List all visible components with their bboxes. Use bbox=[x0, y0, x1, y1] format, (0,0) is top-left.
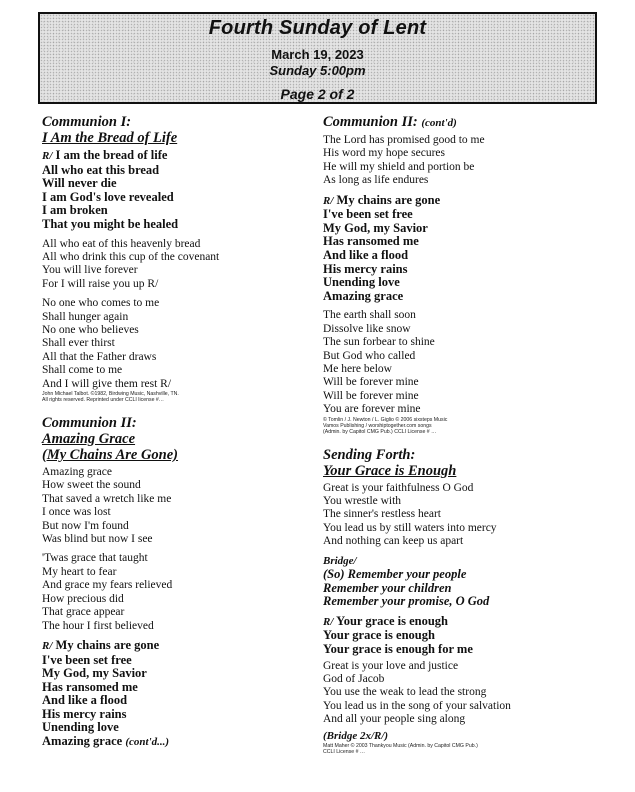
refrain-line: I am God's love revealed bbox=[42, 189, 174, 204]
verse-line: How precious did bbox=[42, 592, 124, 605]
copyright-note: (Admin. by Capitol CMG Pub.) CCLI License # … bbox=[323, 428, 437, 435]
refrain-line: Has ransomed me bbox=[42, 679, 138, 694]
verse-line: All who drink this cup of the covenant bbox=[42, 250, 220, 263]
verse-line: Great is your faithfulness O God bbox=[323, 481, 474, 494]
verse-line: And I will give them rest R/ bbox=[42, 377, 172, 390]
verse-line: God of Jacob bbox=[323, 673, 385, 686]
verse-line: You will live forever bbox=[42, 264, 138, 277]
copyright-note: All rights reserved. Reprinted under CCLI license #… bbox=[42, 397, 164, 404]
verse-line: All that the Father draws bbox=[42, 350, 157, 363]
verse-line: And nothing can keep us apart bbox=[323, 535, 464, 548]
refrain-line: Has ransomed me bbox=[323, 234, 419, 249]
bridge-label: Bridge/ bbox=[323, 554, 357, 567]
refrain-line: R/ My chains are gone bbox=[323, 192, 441, 207]
verse-line: As long as life endures bbox=[323, 174, 429, 187]
refrain-line: R/ Your grace is enough bbox=[323, 613, 449, 628]
page-title: Fourth Sunday of Lent bbox=[208, 17, 427, 39]
verse-line: Shall come to me bbox=[42, 364, 123, 377]
verse-line: For I will raise you up R/ bbox=[42, 277, 159, 290]
refrain-line: R/ I am the bread of life bbox=[42, 148, 168, 162]
verse-line: Shall hunger again bbox=[42, 310, 129, 323]
verse-line: How sweet the sound bbox=[42, 479, 141, 492]
refrain-line: That you might be healed bbox=[42, 216, 179, 231]
song-title: Your Grace is Enough bbox=[323, 462, 457, 479]
verse-line: That saved a wretch like me bbox=[42, 492, 172, 505]
song-title: I Am the Bread of Life bbox=[42, 130, 178, 146]
copyright-note: Matt Maher © 2003 Thankyou Music (Admin. by Capitol CMG Pub.) bbox=[323, 743, 478, 750]
continued-note: (cont'd...) bbox=[125, 736, 170, 749]
section-heading: Communion II: bbox=[42, 415, 137, 432]
verse-line: Me here below bbox=[323, 363, 392, 375]
refrain-line: All who eat this bread bbox=[42, 162, 160, 177]
refrain-line: And like a flood bbox=[323, 248, 409, 262]
section-heading: Communion II: (cont'd) bbox=[323, 114, 457, 130]
verse-line: The sun forbear to shine bbox=[323, 336, 435, 349]
end-instruction: (Bridge 2x/R/) bbox=[323, 729, 389, 742]
verse-line: But God who called bbox=[323, 349, 416, 362]
refrain-line: I've been set free bbox=[323, 207, 413, 222]
verse-line: You wrestle with bbox=[323, 495, 402, 508]
copyright-note: Vamos Publishing / worshiptogether.com songs bbox=[323, 422, 432, 429]
verse-line: You lead us by still waters into mercy bbox=[323, 521, 497, 534]
verse-line: You are forever mine bbox=[323, 403, 421, 416]
copyright-note: © Tomlin / J. Newton / L. Giglio © 2006 sixsteps Music bbox=[323, 416, 448, 423]
refrain-line: I am broken bbox=[42, 203, 108, 218]
refrain-line: Unending love bbox=[323, 275, 400, 290]
song-title: Amazing Grace bbox=[42, 431, 136, 448]
verse-line: I once was lost bbox=[42, 506, 111, 519]
verse-line: No one who comes to me bbox=[42, 297, 160, 310]
refrain-line: Amazing grace (cont'd...) bbox=[42, 734, 170, 749]
verse-line: Will be forever mine bbox=[323, 376, 419, 389]
verse-line: 'Twas grace that taught bbox=[42, 552, 148, 565]
verse-line: And all your people sing along bbox=[323, 713, 466, 726]
refrain-line: My God, my Savior bbox=[323, 220, 428, 235]
verse-line: You use the weak to lead the strong bbox=[323, 686, 487, 699]
section-heading: Sending Forth: bbox=[323, 446, 416, 463]
right-column bbox=[323, 114, 613, 755]
verse-line: Dissolve like snow bbox=[323, 322, 411, 335]
bridge-line: Remember your children bbox=[323, 580, 452, 595]
song-subtitle: (My Chains Are Gone) bbox=[42, 447, 179, 464]
bridge-line: Remember your promise, O God bbox=[323, 594, 490, 609]
verse-line: The hour I first believed bbox=[42, 619, 154, 632]
refrain-line: Unending love bbox=[42, 720, 119, 735]
refrain-line: Your grace is enough bbox=[323, 628, 435, 643]
verse-line: All who eat of this heavenly bread bbox=[42, 237, 201, 250]
refrain-line: My God, my Savior bbox=[42, 666, 147, 681]
bridge-line: (So) Remember your people bbox=[323, 567, 467, 582]
verse-line: That grace appear bbox=[42, 606, 125, 619]
refrain-line: And like a flood bbox=[42, 693, 128, 708]
refrain-line: Your grace is enough for me bbox=[323, 642, 473, 657]
verse-line: No one who believes bbox=[42, 324, 139, 336]
verse-line: He will my shield and portion be bbox=[323, 160, 475, 173]
verse-line: The earth shall soon bbox=[323, 309, 416, 322]
refrain-line: His mercy rains bbox=[323, 261, 408, 276]
refrain-line: His mercy rains bbox=[42, 706, 127, 721]
continued-note: (cont'd) bbox=[421, 117, 457, 129]
verse-line: Will be forever mine bbox=[323, 389, 419, 402]
verse-line: Great is your love and justice bbox=[323, 659, 459, 672]
verse-line: Was blind but now I see bbox=[42, 533, 153, 546]
verse-line: And grace my fears relieved bbox=[42, 579, 173, 592]
section-heading: Communion I: bbox=[42, 114, 132, 130]
refrain-line: Will never die bbox=[42, 176, 117, 191]
verse-line: My heart to fear bbox=[42, 565, 117, 578]
verse-line: The Lord has promised good to me bbox=[323, 134, 485, 146]
verse-line: Amazing grace bbox=[42, 466, 112, 479]
page-number: Page 2 of 2 bbox=[280, 86, 355, 102]
verse-line: You lead us in the song of your salvation bbox=[323, 699, 511, 712]
service-date: March 19, 2023 bbox=[271, 47, 364, 62]
left-column bbox=[42, 114, 304, 750]
header-banner bbox=[38, 12, 597, 104]
refrain-line: Amazing grace bbox=[323, 288, 404, 303]
verse-line: Shall ever thirst bbox=[42, 337, 115, 350]
verse-line: His word my hope secures bbox=[323, 147, 446, 160]
verse-line: But now I'm found bbox=[42, 519, 129, 532]
service-time: Sunday 5:00pm bbox=[269, 63, 366, 78]
verse-line: The sinner's restless heart bbox=[323, 508, 441, 521]
copyright-note: John Michael Talbot. ©1982, Birdwing Music, Nashville, TN. bbox=[42, 391, 179, 398]
copyright-note: CCLI License # … bbox=[323, 749, 366, 756]
refrain-line: R/ My chains are gone bbox=[42, 637, 160, 652]
refrain-line: I've been set free bbox=[42, 652, 132, 667]
